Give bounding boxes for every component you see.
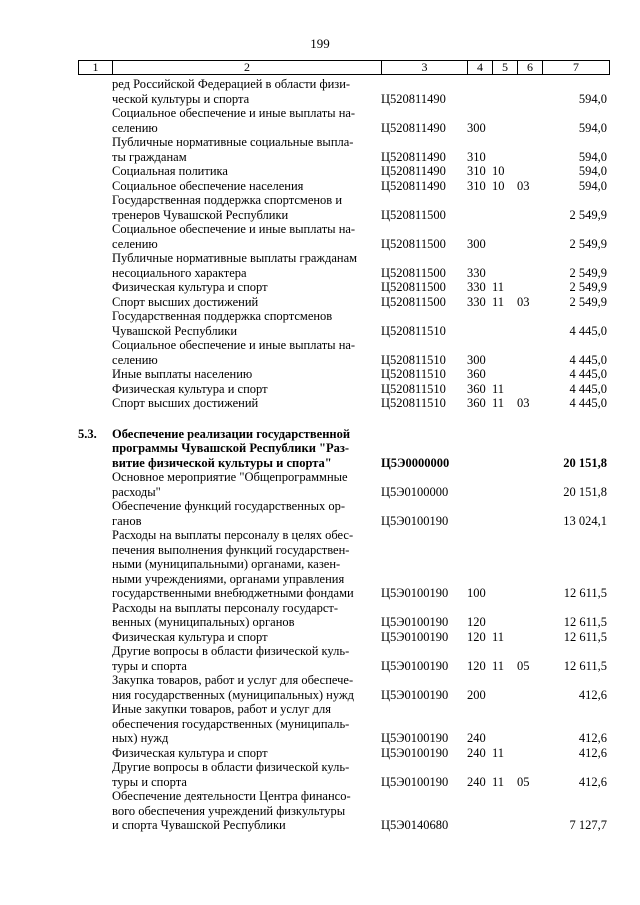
- target-code: Ц520811490: [381, 178, 446, 193]
- row-description-line: венных (муниципальных) органов: [112, 615, 295, 629]
- amount: 4 445,0: [569, 381, 607, 396]
- row-description-line: Социальное обеспечение и иные выплаты на-: [112, 106, 356, 120]
- amount: 594,0: [578, 164, 607, 178]
- table-row: [78, 164, 609, 179]
- target-code: Ц520811510: [381, 396, 446, 410]
- amount: 412,6: [578, 687, 607, 702]
- subsection-code: 03: [517, 396, 530, 410]
- amount: 12 611,5: [563, 586, 607, 600]
- column-header-4: 4: [468, 61, 493, 75]
- section-number: 5.3.: [78, 426, 97, 441]
- column-header-2: 2: [113, 61, 382, 75]
- target-code: Ц520811490: [381, 120, 446, 135]
- row-description-line: ных) нужд: [112, 731, 169, 745]
- column-header-5: 5: [493, 61, 518, 75]
- row-description-line: селению: [112, 236, 158, 251]
- target-code: Ц5Э0100190: [381, 774, 449, 789]
- row-description: [112, 427, 368, 471]
- expense-type-code: 300: [467, 236, 486, 251]
- subsection-code: 03: [517, 294, 530, 309]
- target-code: Ц5Э0140680: [381, 818, 449, 832]
- row-description-line: Расходы на выплаты персоналу государст-: [112, 600, 339, 615]
- amount: 20 151,8: [563, 484, 607, 499]
- column-header-row: [78, 60, 610, 75]
- table-row: [78, 644, 609, 673]
- expense-type-code: 200: [467, 687, 486, 702]
- row-description-line: несоциального характера: [112, 265, 247, 280]
- amount: 412,6: [578, 774, 607, 789]
- row-description: [112, 135, 368, 164]
- row-description-line: Обеспечение деятельности Центра финансо-: [112, 789, 351, 803]
- amount: 594,0: [578, 120, 607, 135]
- column-header-7: 7: [543, 61, 610, 75]
- row-description-line: Обеспечение реализации государственной: [112, 426, 351, 441]
- expense-type-code: 120: [467, 615, 486, 629]
- table-row: [78, 309, 609, 338]
- target-code: Ц5Э0000000: [381, 455, 450, 470]
- expense-type-code: 120: [467, 629, 486, 644]
- expense-type-code: 240: [467, 731, 486, 745]
- row-description-line: вого обеспечения учреждений физкультуры: [112, 803, 346, 818]
- expense-type-code: 310: [467, 164, 486, 178]
- table-row: [78, 673, 609, 702]
- row-description-line: Обеспечение функций государственных ор-: [112, 499, 346, 513]
- amount: 4 445,0: [569, 323, 607, 338]
- table-row: [78, 630, 609, 645]
- row-description-line: ния государственных (муниципальных) нужд: [112, 687, 354, 702]
- row-description: [112, 702, 368, 746]
- row-description-line: ными учреждениями, органами управления: [112, 571, 345, 586]
- section-row: [78, 427, 609, 471]
- row-description-line: государственными внебюджетными фондами: [112, 586, 354, 600]
- expense-type-code: 240: [467, 774, 486, 789]
- section-code: 10: [492, 164, 505, 178]
- row-description-line: туры и спорта: [112, 774, 187, 789]
- target-code: Ц520811510: [381, 367, 446, 381]
- row-description-line: селению: [112, 352, 158, 367]
- target-code: Ц5Э0100190: [381, 586, 449, 600]
- target-code: Ц520811510: [381, 323, 446, 338]
- row-description-line: Иные выплаты населению: [112, 367, 253, 381]
- table-row: [78, 251, 609, 280]
- row-description-line: обеспечения государственных (муниципаль-: [112, 716, 350, 731]
- row-description-line: Закупка товаров, работ и услуг для обеспече-: [112, 673, 354, 687]
- target-code: Ц520811500: [381, 236, 446, 251]
- amount: 594,0: [578, 91, 607, 106]
- table-row: [78, 222, 609, 251]
- table-row: [78, 135, 609, 164]
- table-row: [78, 382, 609, 397]
- row-description-line: Государственная поддержка спортсменов: [112, 309, 333, 323]
- expense-type-code: 300: [467, 120, 486, 135]
- row-description-line: селению: [112, 120, 158, 135]
- table-row: [78, 601, 609, 630]
- row-description-line: Другие вопросы в области физической куль-: [112, 760, 350, 774]
- row-description-line: Публичные нормативные выплаты гражданам: [112, 251, 358, 265]
- row-description: [112, 309, 368, 338]
- row-description-line: расходы": [112, 484, 161, 499]
- amount: 20 151,8: [563, 455, 607, 470]
- target-code: Ц5Э0100190: [381, 745, 449, 760]
- row-description-line: ганов: [112, 513, 142, 528]
- target-code: Ц520811500: [381, 294, 446, 309]
- amount: 2 549,9: [569, 265, 607, 280]
- table-row: [78, 760, 609, 789]
- target-code: Ц5Э0100190: [381, 658, 449, 673]
- column-header-6: 6: [518, 61, 543, 75]
- row-description-line: Публичные нормативные социальные выпла-: [112, 135, 354, 149]
- row-description-line: Социальное обеспечение населения: [112, 178, 304, 193]
- amount: 2 549,9: [569, 236, 607, 251]
- row-description-line: тренеров Чувашской Республики: [112, 207, 289, 222]
- target-code: Ц520811500: [381, 280, 446, 294]
- target-code: Ц520811510: [381, 381, 446, 396]
- amount: 2 549,9: [569, 294, 607, 309]
- row-description-line: Социальное обеспечение и иные выплаты на-: [112, 338, 356, 352]
- table-row: [78, 396, 609, 411]
- table-row: [78, 499, 609, 528]
- subsection-code: 05: [517, 774, 530, 789]
- row-description: [112, 789, 368, 833]
- expense-type-code: 240: [467, 745, 486, 760]
- row-description-line: Физическая культура и спорт: [112, 745, 268, 760]
- column-header-3: 3: [382, 61, 468, 75]
- row-description: [112, 673, 368, 702]
- row-description: [112, 746, 368, 761]
- expense-type-code: 330: [467, 280, 486, 294]
- expense-type-code: 310: [467, 178, 486, 193]
- row-description-line: Физическая культура и спорт: [112, 629, 268, 644]
- row-description-line: Социальная политика: [112, 164, 228, 178]
- expense-type-code: 360: [467, 367, 486, 381]
- amount: 4 445,0: [569, 352, 607, 367]
- amount: 412,6: [578, 731, 607, 745]
- row-description: [112, 106, 368, 135]
- row-description: [112, 251, 368, 280]
- row-description-line: витие физической культуры и спорта": [112, 455, 332, 470]
- table-row: [78, 470, 609, 499]
- section-code: 11: [492, 774, 505, 789]
- row-description-line: Социальное обеспечение и иные выплаты на-: [112, 222, 356, 236]
- row-description-line: ными (муниципальными) органами, казен-: [112, 557, 341, 571]
- expense-type-code: 360: [467, 396, 486, 410]
- table-row: [78, 179, 609, 194]
- target-code: Ц5Э0100190: [381, 687, 449, 702]
- row-description: [112, 470, 368, 499]
- row-description: [112, 77, 368, 106]
- row-description-line: Государственная поддержка спортсменов и: [112, 193, 343, 207]
- budget-table-body: [78, 77, 609, 833]
- row-description: [112, 499, 368, 528]
- amount: 12 611,5: [563, 629, 607, 644]
- target-code: Ц5Э0100000: [381, 484, 449, 499]
- row-description: [112, 382, 368, 397]
- table-row: [78, 702, 609, 746]
- amount: 594,0: [578, 149, 607, 164]
- section-code: 11: [492, 658, 505, 673]
- row-description: [112, 222, 368, 251]
- section-code: 11: [492, 381, 505, 396]
- subsection-code: 05: [517, 658, 530, 673]
- target-code: Ц520811510: [381, 352, 446, 367]
- row-description-line: ты гражданам: [112, 149, 187, 164]
- amount: 12 611,5: [563, 658, 607, 673]
- row-description-line: печения выполнения функций государствен-: [112, 542, 350, 557]
- table-row: [78, 295, 609, 310]
- target-code: Ц520811500: [381, 265, 446, 280]
- amount: 2 549,9: [569, 280, 607, 294]
- expense-type-code: 310: [467, 149, 486, 164]
- row-description: [112, 644, 368, 673]
- row-description-line: туры и спорта: [112, 658, 187, 673]
- row-description: [112, 760, 368, 789]
- expense-type-code: 330: [467, 294, 486, 309]
- row-description: [112, 338, 368, 367]
- amount: 2 549,9: [569, 207, 607, 222]
- section-code: 10: [492, 178, 505, 193]
- row-description-line: Физическая культура и спорт: [112, 280, 268, 294]
- row-description-line: Спорт высших достижений: [112, 396, 259, 410]
- table-row: [78, 106, 609, 135]
- row-description-line: Чувашской Республики: [112, 323, 238, 338]
- expense-type-code: 100: [467, 586, 486, 600]
- target-code: Ц5Э0100190: [381, 629, 449, 644]
- row-description: [112, 179, 368, 194]
- amount: 7 127,7: [569, 818, 607, 832]
- section-code: 11: [492, 629, 505, 644]
- row-description-line: Другие вопросы в области физической куль-: [112, 644, 350, 658]
- target-code: Ц5Э0100190: [381, 513, 449, 528]
- target-code: Ц520811490: [381, 149, 446, 164]
- page-number: 199: [310, 36, 330, 51]
- table-row: [78, 746, 609, 761]
- target-code: Ц520811500: [381, 207, 446, 222]
- row-description: [112, 295, 368, 310]
- table-row: [78, 367, 609, 382]
- row-description-line: и спорта Чувашской Республики: [112, 818, 286, 832]
- table-row: [78, 280, 609, 295]
- amount: 4 445,0: [569, 396, 607, 410]
- subsection-code: 03: [517, 178, 530, 193]
- section-spacer: [78, 411, 609, 427]
- row-description-line: Спорт высших достижений: [112, 294, 259, 309]
- row-description-line: Основное мероприятие "Общепрограммные: [112, 470, 348, 484]
- row-description: [112, 193, 368, 222]
- amount: 12 611,5: [563, 615, 607, 629]
- row-description: [112, 528, 368, 601]
- row-description: [112, 367, 368, 382]
- section-code: 11: [492, 745, 505, 760]
- section-code: 11: [492, 280, 505, 294]
- table-row: [78, 789, 609, 833]
- target-code: Ц5Э0100190: [381, 615, 449, 629]
- row-description: [112, 280, 368, 295]
- row-description: [112, 630, 368, 645]
- target-code: Ц520811490: [381, 91, 446, 106]
- row-description-line: ред Российской Федерацией в области физи-: [112, 77, 351, 91]
- table-row: [78, 193, 609, 222]
- row-description-line: программы Чувашской Республики "Раз-: [112, 441, 350, 455]
- section-code: 11: [492, 294, 505, 309]
- target-code: Ц5Э0100190: [381, 731, 449, 745]
- row-description-line: Расходы на выплаты персоналу в целях обес-: [112, 528, 354, 542]
- table-row: [78, 77, 609, 106]
- expense-type-code: 360: [467, 381, 486, 396]
- column-header-1: 1: [79, 61, 113, 75]
- amount: 13 024,1: [563, 513, 607, 528]
- expense-type-code: 120: [467, 658, 486, 673]
- amount: 412,6: [578, 745, 607, 760]
- target-code: Ц520811490: [381, 164, 446, 178]
- row-description-line: Иные закупки товаров, работ и услуг для: [112, 702, 332, 716]
- row-description: [112, 396, 368, 411]
- table-row: [78, 338, 609, 367]
- expense-type-code: 300: [467, 352, 486, 367]
- amount: 4 445,0: [569, 367, 607, 381]
- row-description-line: ческой культуры и спорта: [112, 91, 250, 106]
- expense-type-code: 330: [467, 265, 486, 280]
- section-code: 11: [492, 396, 505, 410]
- row-description-line: Физическая культура и спорт: [112, 381, 268, 396]
- amount: 594,0: [578, 178, 607, 193]
- table-row: [78, 528, 609, 601]
- row-description: [112, 601, 368, 630]
- row-description: [112, 164, 368, 179]
